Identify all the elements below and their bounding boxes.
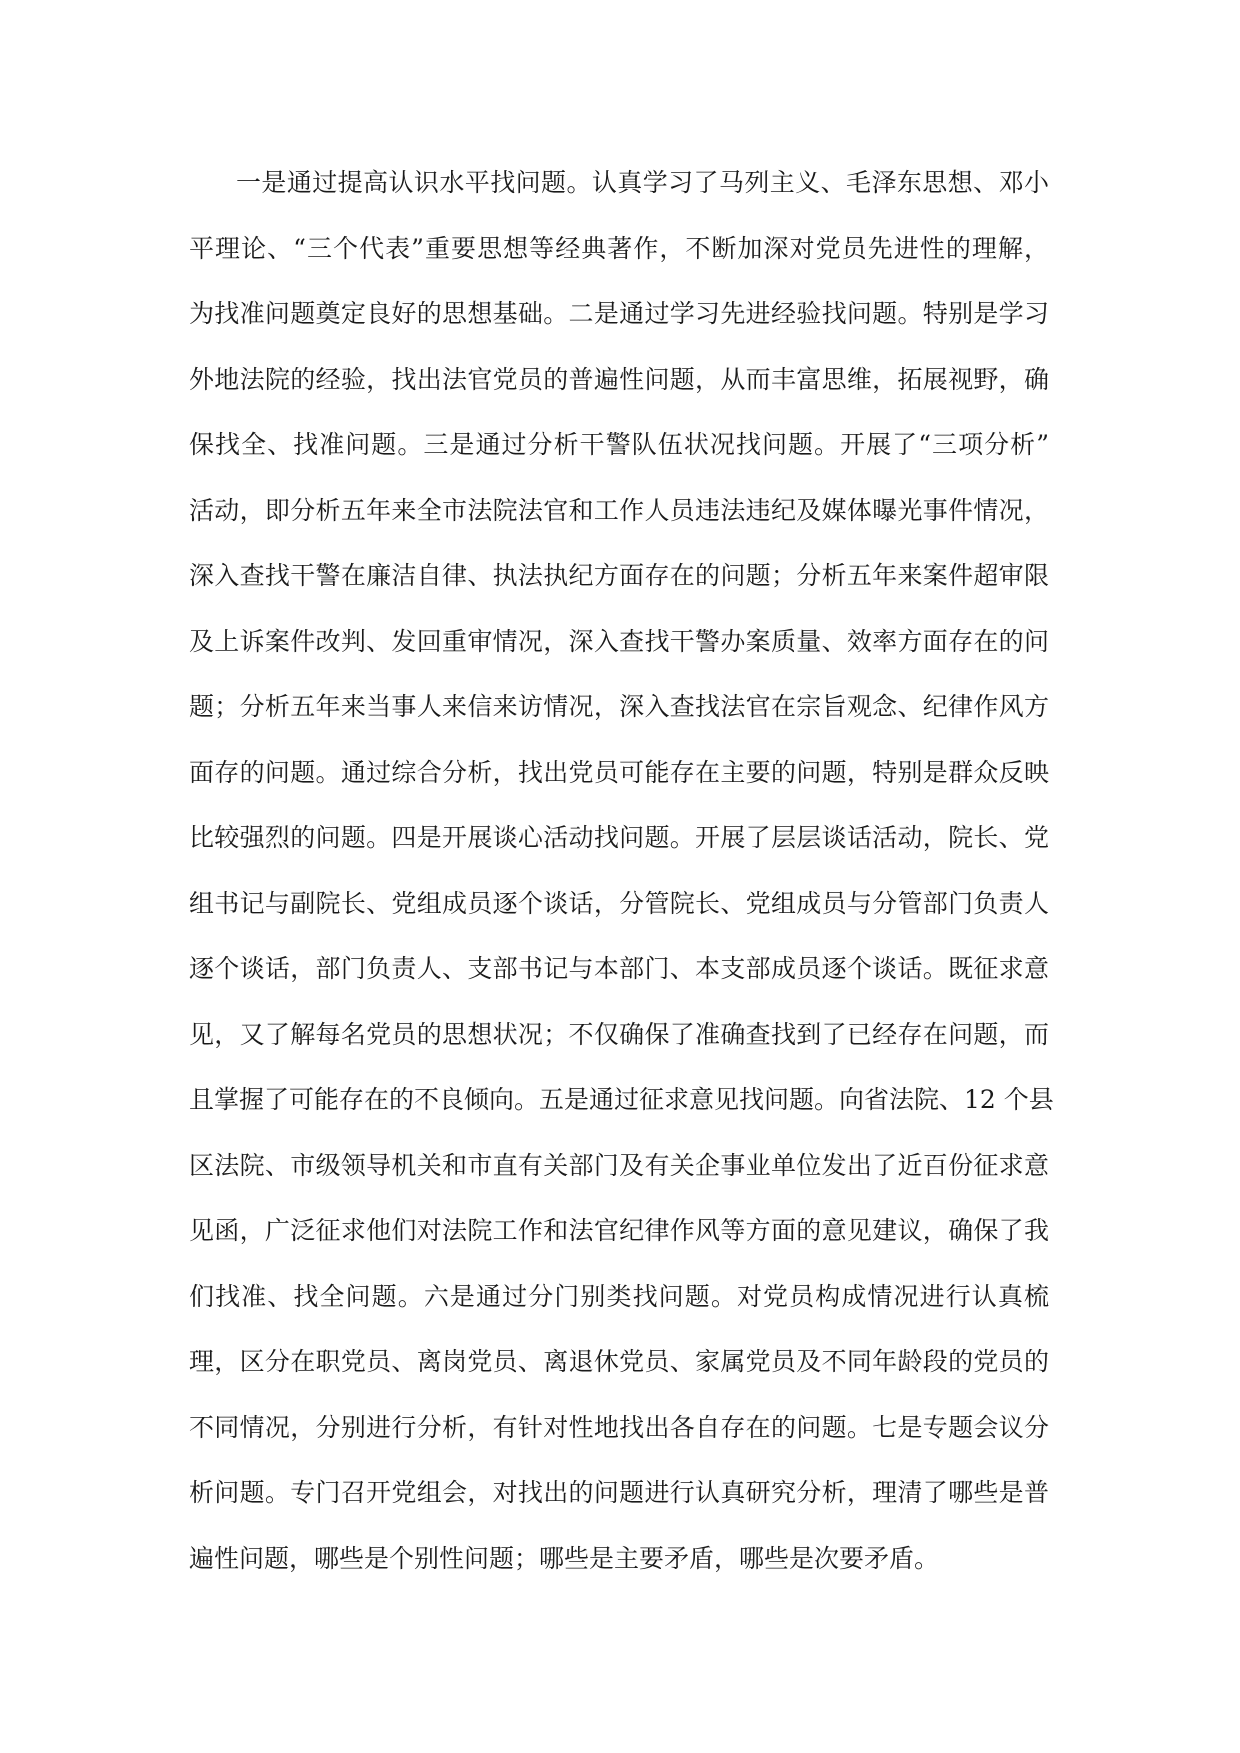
paragraph-line-7: 深入查找干警在廉洁自律、执法执纪方面存在的问题；分析五年来案件超审限 xyxy=(189,561,1049,590)
paragraph-line-13: 逐个谈话，部门负责人、支部书记与本部门、本支部成员逐个谈话。既征求意 xyxy=(189,954,1049,983)
paragraph-line-12: 组书记与副院长、党组成员逐个谈话，分管院长、党组成员与分管部门负责人 xyxy=(189,889,1049,918)
paragraph-line-19: 理，区分在职党员、离岗党员、离退休党员、家属党员及不同年龄段的党员的 xyxy=(189,1347,1049,1376)
paragraph-line-18: 们找准、找全问题。六是通过分门别类找问题。对党员构成情况进行认真梳 xyxy=(189,1282,1049,1311)
paragraph-line-8: 及上诉案件改判、发回重审情况，深入查找干警办案质量、效率方面存在的问 xyxy=(189,627,1049,656)
paragraph-line-1: 一是通过提高认识水平找问题。认真学习了马列主义、毛泽东思想、邓小 xyxy=(236,168,1049,197)
paragraph-line-15: 且掌握了可能存在的不良倾向。五是通过征求意见找问题。向省法院、12 个县 xyxy=(189,1085,1054,1114)
paragraph-line-10: 面存的问题。通过综合分析，找出党员可能存在主要的问题，特别是群众反映 xyxy=(189,758,1049,787)
paragraph-line-17: 见函，广泛征求他们对法院工作和法官纪律作风等方面的意见建议，确保了我 xyxy=(189,1216,1049,1245)
paragraph-line-9: 题；分析五年来当事人来信来访情况，深入查找法官在宗旨观念、纪律作风方 xyxy=(189,692,1049,721)
paragraph-line-16: 区法院、市级领导机关和市直有关部门及有关企事业单位发出了近百份征求意 xyxy=(189,1151,1049,1180)
paragraph-line-3: 为找准问题奠定良好的思想基础。二是通过学习先进经验找问题。特别是学习 xyxy=(189,299,1049,328)
paragraph-line-2: 平理论、“三个代表”重要思想等经典著作，不断加深对党员先进性的理解， xyxy=(189,234,1049,263)
paragraph-line-21: 析问题。专门召开党组会，对找出的问题进行认真研究分析，理清了哪些是普 xyxy=(189,1478,1049,1507)
paragraph-line-4: 外地法院的经验，找出法官党员的普遍性问题，从而丰富思维，拓展视野，确 xyxy=(189,365,1049,394)
paragraph-line-20: 不同情况，分别进行分析，有针对性地找出各自存在的问题。七是专题会议分 xyxy=(189,1413,1049,1442)
paragraph-line-5: 保找全、找准问题。三是通过分析干警队伍状况找问题。开展了“三项分析” xyxy=(189,430,1049,459)
paragraph-line-22: 遍性问题，哪些是个别性问题；哪些是主要矛盾，哪些是次要矛盾。 xyxy=(189,1544,940,1573)
paragraph-line-6: 活动，即分析五年来全市法院法官和工作人员违法违纪及媒体曝光事件情况， xyxy=(189,496,1049,525)
paragraph-line-14: 见，又了解每名党员的思想状况；不仅确保了准确查找到了已经存在问题，而 xyxy=(189,1020,1049,1049)
paragraph-line-11: 比较强烈的问题。四是开展谈心活动找问题。开展了层层谈话活动，院长、党 xyxy=(189,823,1049,852)
